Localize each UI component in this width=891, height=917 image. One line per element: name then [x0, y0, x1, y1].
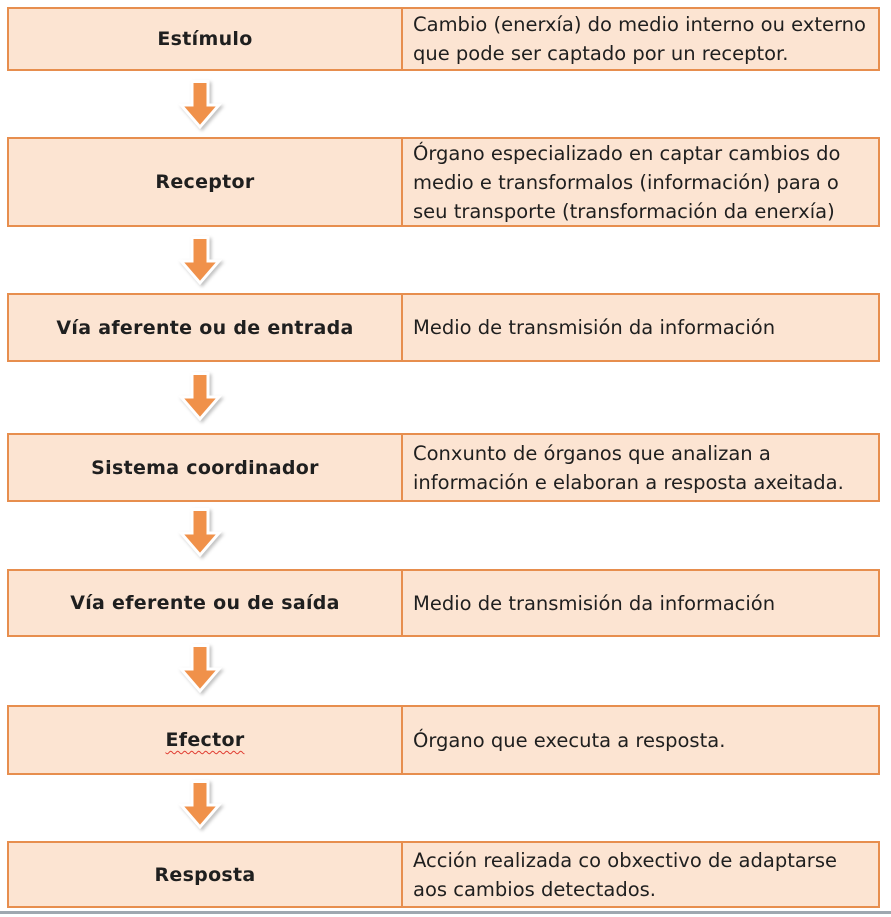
definition-text: Órgano especializado en captar cambios do medio e transformalos (información) para o seu transporte (transformación da enerxía)	[413, 141, 841, 223]
term-cell	[9, 571, 401, 635]
definition-cell	[401, 139, 878, 225]
definition-cell	[401, 9, 878, 69]
down-arrow-icon	[177, 80, 223, 130]
down-arrow-icon	[177, 372, 223, 422]
flow-row	[7, 705, 880, 775]
flow-row	[7, 137, 880, 227]
definition-text: Conxunto de órganos que analizan a información e elaboran a resposta axeitada.	[413, 441, 844, 494]
down-arrow-icon	[177, 644, 223, 694]
definition-text: Medio de transmisión da información	[413, 591, 776, 615]
term-label: Receptor	[155, 171, 255, 193]
flow-row	[7, 7, 880, 71]
term-cell	[9, 707, 401, 773]
term-cell	[9, 295, 401, 360]
page-bottom-rule	[0, 911, 891, 914]
definition-cell	[401, 435, 878, 500]
down-arrow-icon	[177, 508, 223, 558]
term-cell	[9, 843, 401, 906]
flow-row	[7, 569, 880, 637]
definition-cell	[401, 571, 878, 635]
definition-cell	[401, 707, 878, 773]
down-arrow-icon	[177, 780, 223, 830]
term-cell	[9, 9, 401, 69]
term-label-misspelled: Efector	[165, 729, 245, 751]
flow-row	[7, 433, 880, 502]
definition-text: Medio de transmisión da información	[413, 316, 776, 339]
term-cell	[9, 435, 401, 500]
definition-text: Órgano que executa a resposta.	[413, 728, 726, 752]
term-label: Estímulo	[157, 28, 253, 50]
definition-cell	[401, 843, 878, 906]
down-arrow-icon	[177, 236, 223, 286]
term-label: Vía eferente ou de saída	[70, 592, 340, 614]
term-label: Resposta	[154, 863, 256, 886]
term-cell	[9, 139, 401, 225]
flow-row	[7, 293, 880, 362]
definition-cell	[401, 295, 878, 360]
term-label: Vía aferente ou de entrada	[56, 316, 354, 339]
term-label: Sistema coordinador	[91, 456, 319, 479]
definition-text: Cambio (enerxía) do medio interno ou externo que pode ser captado por un receptor.	[413, 13, 866, 65]
definition-text: Acción realizada co obxectivo de adaptarse aos cambios detectados.	[413, 848, 837, 901]
flow-row	[7, 841, 880, 908]
